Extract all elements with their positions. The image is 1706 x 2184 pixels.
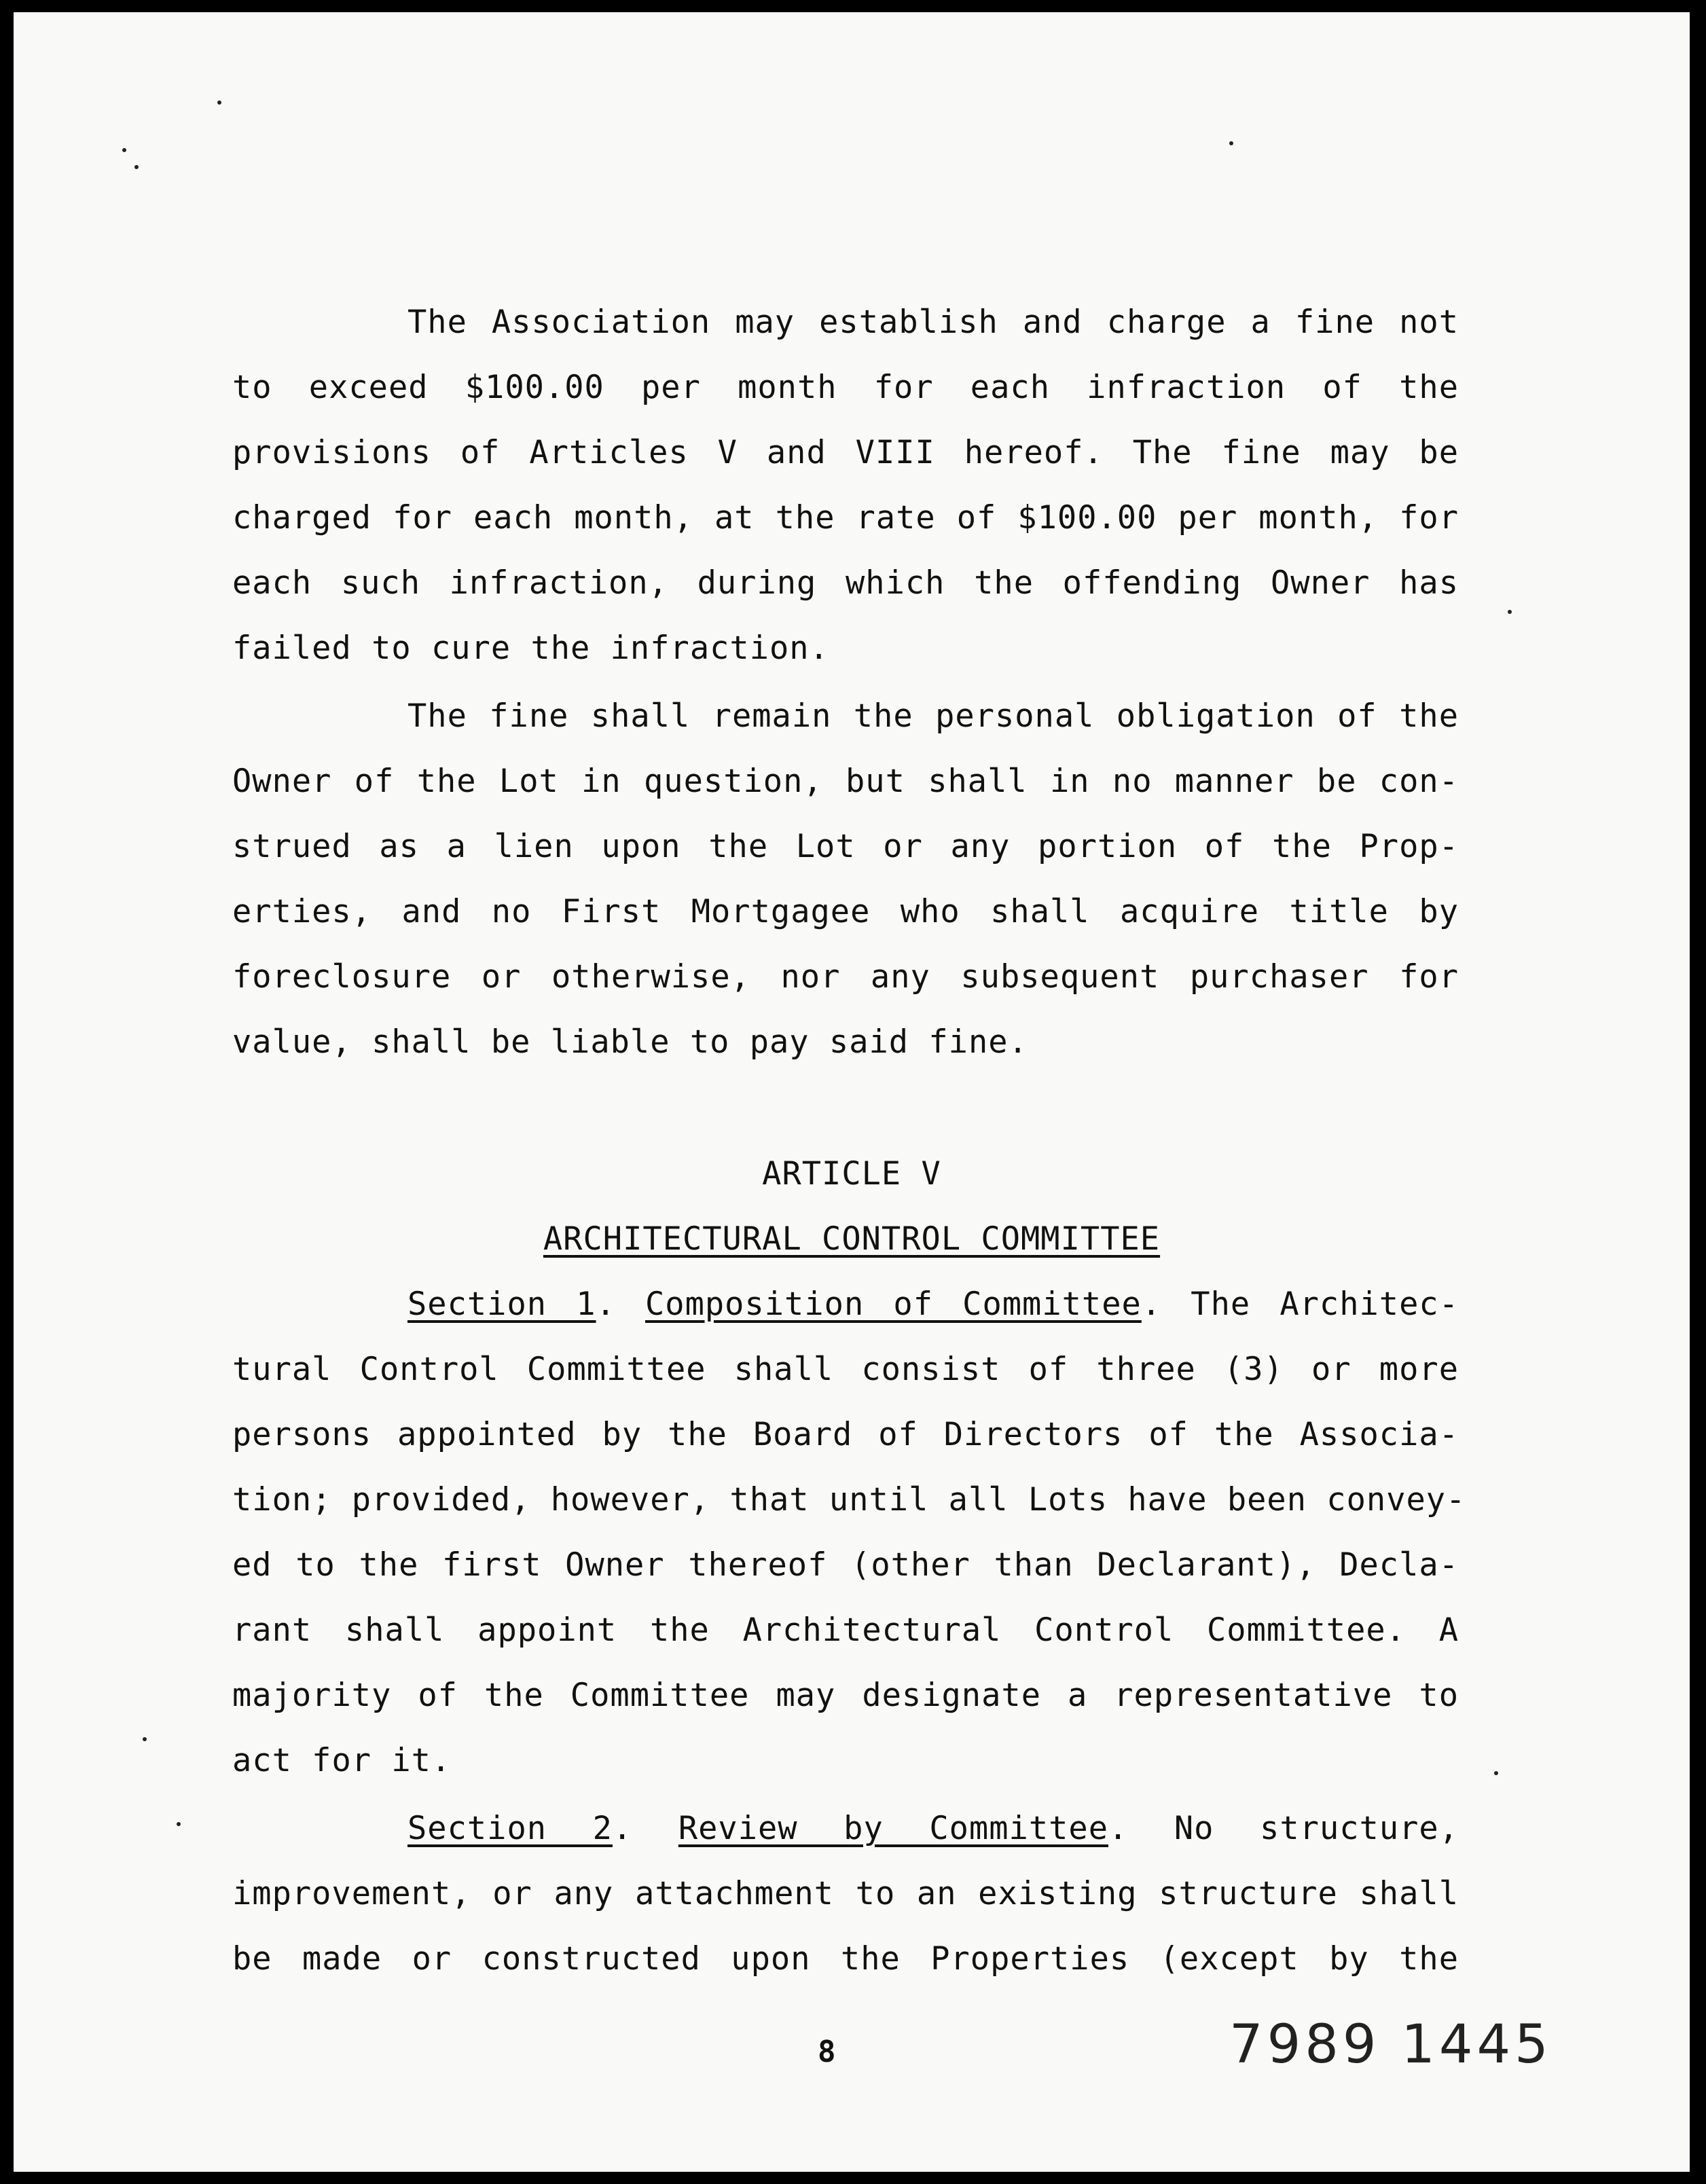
paragraph-1-line: each such infraction, during which the offending Owner has [232,564,1459,602]
scan-speck [143,1737,147,1741]
paragraph-1-line: The Association may establish and charge a fine not [407,304,1459,341]
document-number: 7989 1445 [1229,2014,1553,2075]
paragraph-1-line: failed to cure the infraction. [232,630,829,667]
section-1-line: ed to the first Owner thereof (other than Declarant), Decla- [232,1546,1459,1584]
section-2-title: Review by Committee [678,1810,1109,1847]
paragraph-1-line: to exceed $100.00 per month for each infraction of the [232,369,1459,406]
paragraph-1-line: charged for each month, at the rate of $100.00 per month, for [232,499,1459,536]
section-1-heading-line: Section 1. Composition of Committee. The Architec- [407,1286,1459,1323]
paragraph-2-line: foreclosure or otherwise, nor any subsequent purchaser for [232,958,1459,996]
section-1-line: majority of the Committee may designate a representative to [232,1677,1459,1714]
article-subtitle-text: ARCHITECTURAL CONTROL COMMITTEE [543,1220,1161,1258]
section-1-first-line-rest: The Architec- [1191,1286,1459,1323]
document-page [14,12,1690,2172]
scan-speck [1229,141,1233,145]
paragraph-2-line: value, shall be liable to pay said fine. [232,1023,1028,1061]
paragraph-2-line: erties, and no First Mortgagee who shall acquire title by [232,893,1459,930]
paragraph-2-line: Owner of the Lot in question, but shall in no manner be con- [232,763,1459,800]
section-1-line: act for it. [232,1742,452,1779]
section-2-line: be made or constructed upon the Properties (except by the [232,1940,1459,1978]
paragraph-2-line: The fine shall remain the personal obligation of the [407,697,1459,735]
scan-speck [122,148,126,152]
paragraph-1-line: provisions of Articles V and VIII hereof. The fine may be [232,434,1459,471]
article-title: ARTICLE V [762,1155,941,1193]
article-subtitle [14,1220,1690,1259]
scan-speck [177,1822,181,1826]
scan-speck [1494,1771,1498,1775]
section-2-label: Section 2 [407,1810,613,1847]
section-2-heading-line: Section 2. Review by Committee. No structure, [407,1810,1459,1847]
section-2-first-line-rest: No structure, [1174,1810,1459,1847]
scan-speck [134,165,139,169]
paragraph-2-line: strued as a lien upon the Lot or any portion of the Prop- [232,828,1459,865]
scan-speck [217,101,221,105]
section-2-line: improvement, or any attachment to an existing structure shall [232,1875,1459,1912]
section-1-line: tion; provided, however, that until all Lots have been convey- [232,1481,1466,1518]
section-1-line: tural Control Committee shall consist of three (3) or more [232,1351,1459,1388]
section-1-line: rant shall appoint the Architectural Control Committee. A [232,1612,1459,1649]
page-number: 8 [818,2035,836,2069]
scan-speck [1508,610,1512,614]
section-1-line: persons appointed by the Board of Directors of the Associa- [232,1416,1459,1453]
section-1-label: Section 1 [407,1286,596,1323]
section-1-title: Composition of Committee [645,1286,1142,1323]
